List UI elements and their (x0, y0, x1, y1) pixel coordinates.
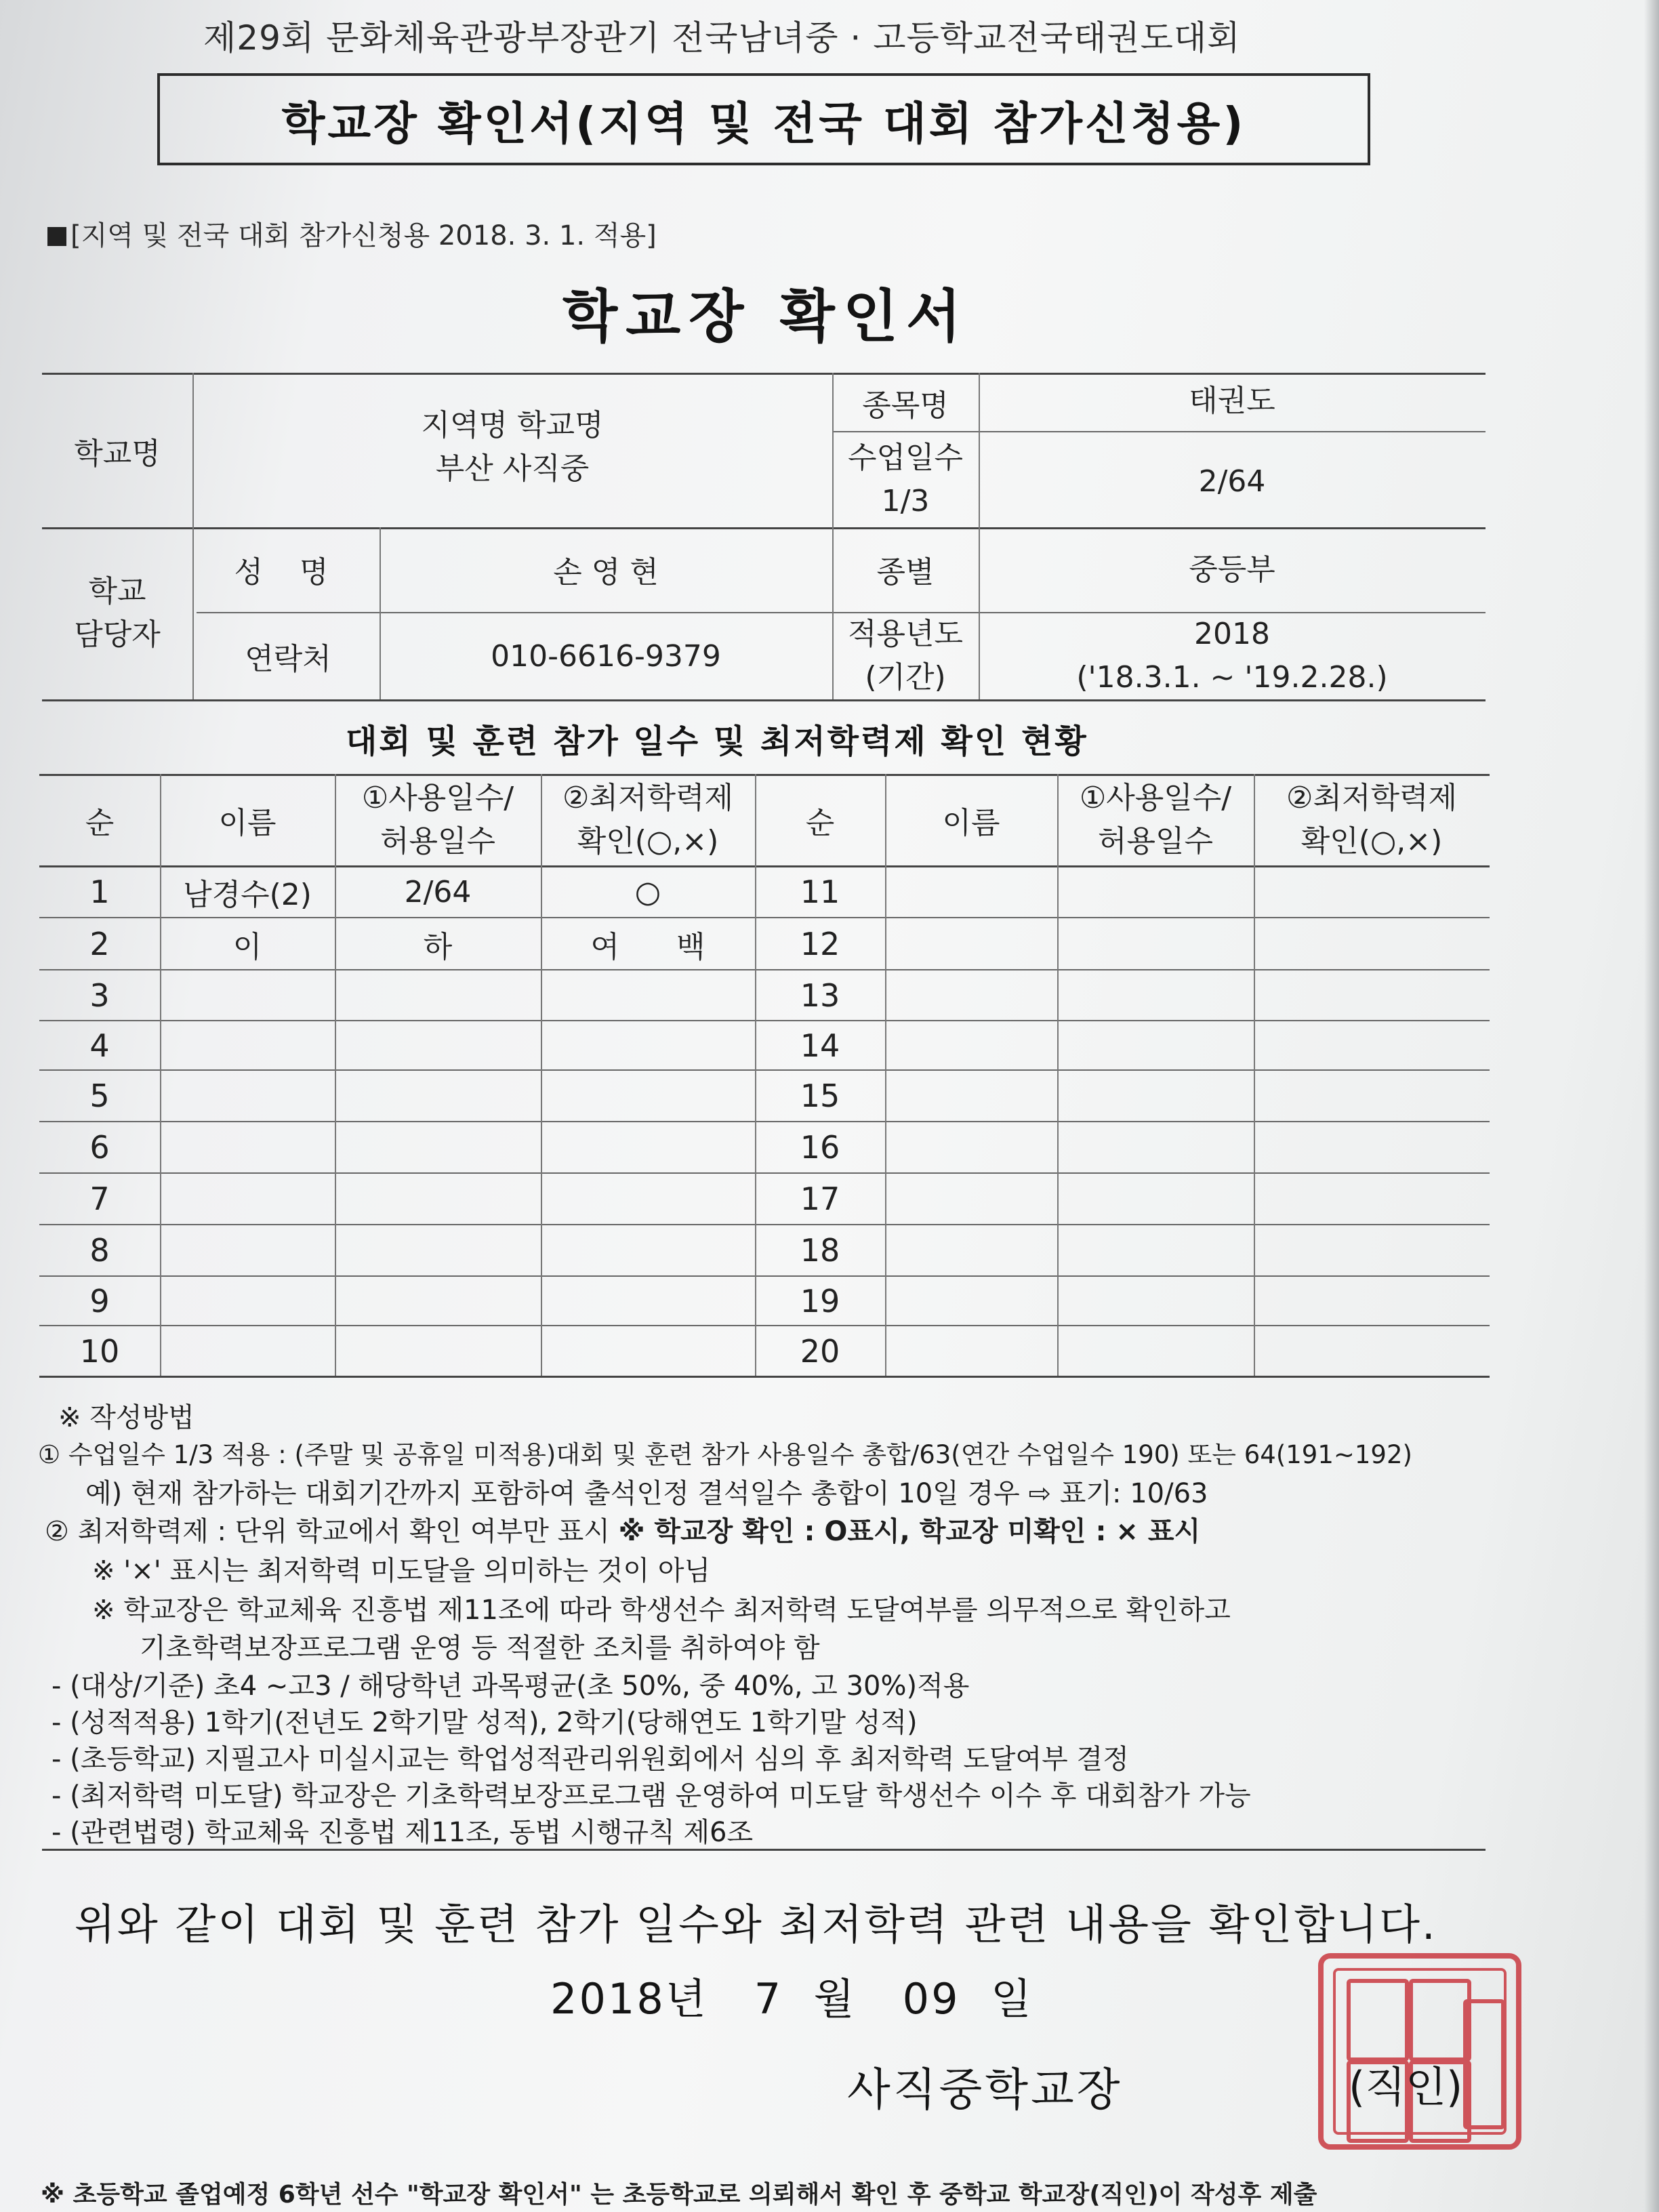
issue-date: 2018년 7 월 09 일 (550, 1974, 1033, 2024)
table-row-num: 11 (800, 874, 840, 910)
year-period: ('18.3.1. ~ '19.2.28.) (1076, 659, 1388, 695)
sport-value: 태권도 (1189, 384, 1275, 418)
class-days-label-line2: 1/3 (881, 484, 930, 518)
header-days-line1: ①사용일수/ (361, 781, 514, 816)
manager-label-line2: 담당자 (74, 617, 161, 652)
seal-label: (직인) (1349, 2062, 1463, 2112)
divider (832, 431, 1486, 432)
header-days-line1: ①사용일수/ (1079, 781, 1232, 816)
divider (335, 774, 336, 1376)
school-sub-label: 지역명 학교명 (421, 408, 604, 443)
table-row-num: 8 (89, 1232, 110, 1269)
section-title: 대회 및 훈련 참가 일수 및 최저학력제 확인 현황 (346, 722, 1088, 760)
division-value: 중등부 (1189, 552, 1275, 587)
name-label: 성 명 (234, 555, 342, 590)
divider (885, 774, 886, 1376)
header-min-line1: ②최저학력제 (562, 781, 733, 816)
table-row-name: 이 (232, 929, 262, 964)
seal-glyph (1347, 1979, 1409, 2062)
contact-label: 연락처 (245, 642, 331, 676)
division-label: 종별 (876, 555, 935, 590)
footer-note: ※ 초등학교 졸업예정 6학년 선수 "학교장 확인서" 는 초등학교로 의뢰해서 확인 후 중학교 학교장(직인)이 작성후 제출 (41, 2181, 1317, 2209)
header-days-line2: 허용일수 (1097, 824, 1213, 859)
table-row-num: 18 (800, 1232, 840, 1269)
table-row-name: 남경수(2) (183, 878, 312, 912)
confirmation-text: 위와 같이 대회 및 훈련 참가 일수와 최저학력 관련 내용을 확인합니다. (75, 1900, 1437, 1949)
school-name-value: 부산 사직중 (435, 451, 590, 486)
table-row-num: 4 (89, 1027, 110, 1064)
divider (39, 1376, 1490, 1378)
note-line (45, 1510, 1200, 1549)
header-name: 이름 (218, 806, 276, 840)
divider (1254, 774, 1255, 1376)
notes-heading: ※ 작성방법 (58, 1402, 194, 1433)
table-row-min: 여 백 (590, 929, 705, 964)
header-min-line1: ②최저학력제 (1286, 781, 1457, 816)
school-label: 학교명 (74, 436, 161, 471)
document-title: 학교장 확인서 (562, 283, 970, 350)
note-line: ※ 학교장은 학교체육 진흥법 제11조에 따라 학생선수 최저학력 도달여부를 의무적으로 확인하고 (92, 1595, 1231, 1626)
seal-glyph (1409, 1979, 1471, 2062)
manager-name: 손 영 현 (553, 555, 659, 590)
table-row-num: 2 (89, 925, 110, 962)
table-row-num: 14 (800, 1027, 840, 1064)
table-row-num: 7 (89, 1181, 110, 1217)
seal-glyph (1463, 1999, 1505, 2129)
divider (160, 774, 161, 1376)
note-line: - (최저학력 미도달) 학교장은 기초학력보장프로그램 운영하여 미도달 학생선수 이수 후 대회참가 가능 (52, 1780, 1251, 1811)
contact-value: 010-6616-9379 (491, 638, 721, 674)
header-days-line2: 허용일수 (380, 824, 495, 859)
note-line: ※ '×' 표시는 최저학력 미도달을 의미하는 것이 아님 (92, 1555, 711, 1586)
note-text: ② 최저학력제 : 단위 학교에서 확인 여부만 표시 (45, 1516, 619, 1547)
applied-note (47, 214, 657, 253)
class-days-label (832, 434, 979, 526)
page-edge-shadow (1644, 0, 1659, 2212)
header-num: 순 (805, 806, 835, 840)
divider (42, 527, 1486, 529)
manager-label-line1: 학교 (88, 574, 146, 609)
note-line: - (관련법령) 학교체육 진흥법 제11조, 동법 시행규칙 제6조 (52, 1817, 754, 1848)
table-row-min: ○ (634, 874, 661, 909)
manager-label (42, 556, 192, 671)
table-row-num: 5 (89, 1078, 110, 1114)
table-row-num: 13 (800, 977, 840, 1014)
divider (541, 774, 542, 1376)
box-title: 학교장 확인서(지역 및 전국 대회 참가신청용) (157, 73, 1370, 165)
table-row-num: 10 (79, 1332, 120, 1370)
table-row-days: 하 (423, 929, 453, 964)
note-line: ① 수업일수 1/3 적용 : (주말 및 공휴일 미적용)대회 및 훈련 참가 사용일수 총합/63(연간 수업일수 190) 또는 64(191~192) (38, 1440, 1412, 1469)
event-title: 제29회 문화체육관광부장관기 전국남녀중 · 고등학교전국태권도대회 (203, 18, 1241, 58)
square-bullet-icon (47, 227, 66, 246)
table-row-num: 3 (89, 977, 110, 1014)
note-line: - (대상/기준) 초4 ~고3 / 해당학년 과목평균(초 50%, 중 40%, 고 30%)적용 (52, 1671, 970, 1702)
header-days (1057, 776, 1254, 864)
table-row-num: 12 (800, 925, 840, 962)
header-name: 이름 (942, 806, 1000, 840)
class-days-value: 2/64 (1198, 464, 1266, 499)
school-seal-stamp (1318, 1953, 1521, 2150)
note-line: 예) 현재 참가하는 대회기간까지 포함하여 출석인정 결석일수 총합이 10일 경우 ⇨ 표기: 10/63 (85, 1478, 1208, 1509)
table-row-num: 19 (800, 1282, 840, 1319)
note-line: 기초학력보장프로그램 운영 등 적절한 조치를 취하여야 함 (140, 1633, 820, 1664)
table-row-num: 17 (800, 1181, 840, 1217)
header-min-line2: 확인(○,×) (577, 824, 719, 859)
table-row-num: 6 (89, 1129, 110, 1166)
class-days-label-line1: 수업일수 (847, 441, 963, 476)
header-min-line2: 확인(○,×) (1300, 824, 1443, 859)
note-line: - (초등학교) 지필고사 미실시교는 학업성적관리위원회에서 심의 후 최저학력 도달여부 결정 (52, 1744, 1129, 1775)
table-row-num: 15 (800, 1078, 840, 1114)
header-days (335, 776, 541, 864)
divider (42, 699, 1486, 701)
note-emphasis: ※ 학교장 확인 : O표시, 학교장 미확인 : × 표시 (618, 1516, 1201, 1547)
header-min (1254, 776, 1490, 864)
table-row-num: 1 (89, 874, 110, 910)
year-value-cell (979, 613, 1486, 698)
table-row-num: 20 (800, 1332, 840, 1370)
year-label (832, 613, 979, 698)
divider (42, 1849, 1486, 1851)
applied-note-text: [지역 및 전국 대회 참가신청용 2018. 3. 1. 적용] (70, 220, 657, 251)
year-label-line1: 적용년도 (847, 616, 963, 651)
header-num: 순 (85, 806, 115, 840)
divider (1057, 774, 1059, 1376)
note-line: - (성적적용) 1학기(전년도 2학기말 성적), 2학기(당해연도 1학기말 성적) (52, 1707, 918, 1738)
table-row-num: 16 (800, 1129, 840, 1166)
table-row-days: 2/64 (404, 874, 472, 909)
header-min (541, 776, 755, 864)
school-name-cell (192, 393, 832, 501)
year-label-line2: (기간) (865, 659, 946, 695)
principal-name: 사직중학교장 (847, 2064, 1123, 2116)
table-row-num: 9 (89, 1282, 110, 1319)
year-value: 2018 (1194, 616, 1270, 651)
sport-label: 종목명 (862, 388, 949, 423)
